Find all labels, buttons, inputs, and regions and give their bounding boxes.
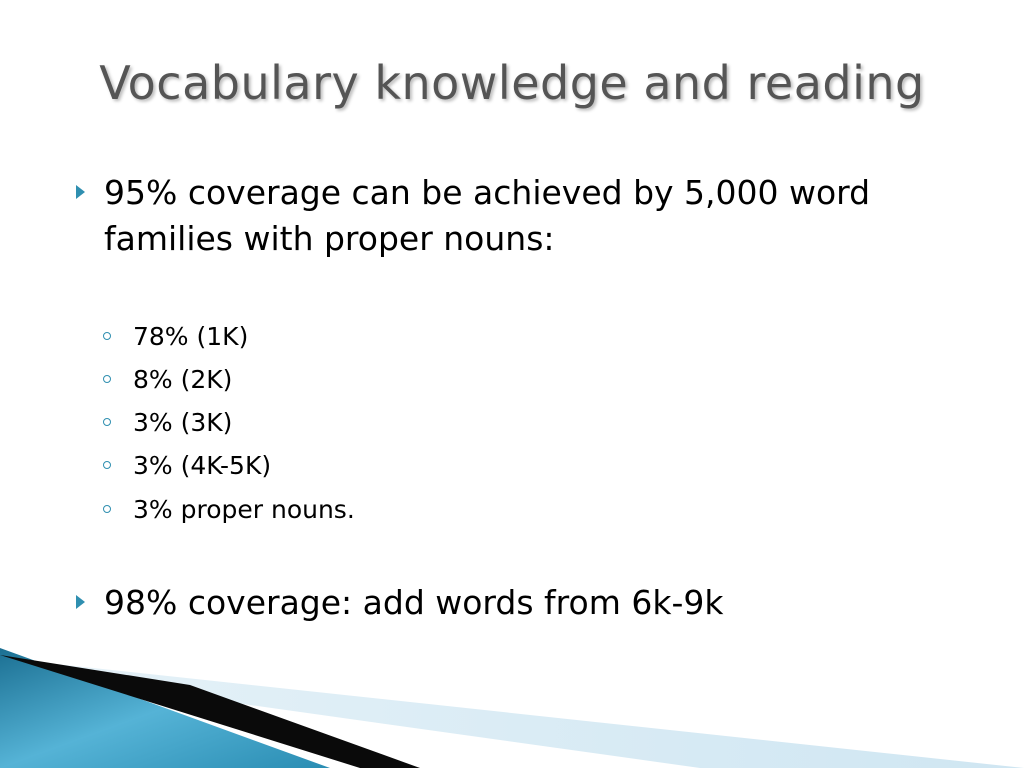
sub-bullet-text: 78% (1K) (133, 322, 249, 351)
circle-bullet-icon (103, 461, 111, 469)
sub-bullet-text: 8% (2K) (133, 365, 233, 394)
circle-bullet-icon (103, 418, 111, 426)
bullet-item (76, 580, 966, 626)
sub-bullet-item (103, 320, 703, 354)
triangle-right-icon (76, 595, 85, 609)
sub-bullet-item (103, 363, 703, 397)
sub-bullet-item (103, 406, 703, 440)
decorative-swoosh (0, 630, 1024, 768)
sub-bullet-text: 3% proper nouns. (133, 495, 355, 524)
sub-bullet-item (103, 449, 703, 483)
slide-title: Vocabulary knowledge and reading (99, 56, 925, 110)
bullet-text: 98% coverage: add words from 6k-9k (104, 583, 724, 622)
sub-bullet-text: 3% (3K) (133, 408, 233, 437)
triangle-right-icon (76, 185, 85, 199)
sub-bullet-item (103, 493, 703, 527)
circle-bullet-icon (103, 375, 111, 383)
circle-bullet-icon (103, 332, 111, 340)
circle-bullet-icon (103, 505, 111, 513)
bullet-item (76, 170, 966, 262)
bullet-text: 95% coverage can be achieved by 5,000 word families with proper nouns: (104, 173, 871, 258)
sub-bullet-text: 3% (4K-5K) (133, 451, 272, 480)
